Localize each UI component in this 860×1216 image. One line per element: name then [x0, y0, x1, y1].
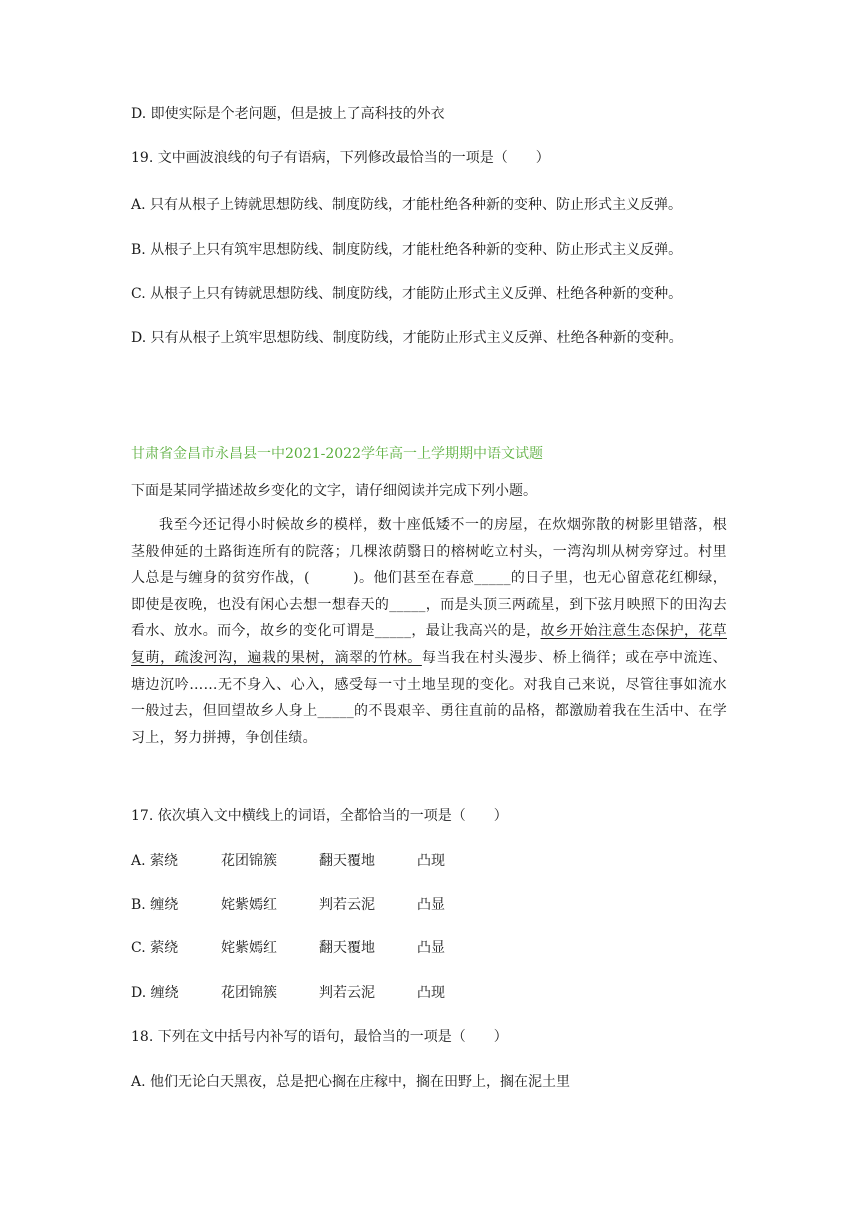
passage-underlined-sentence: 故乡开始注意生态保护，花草复萌，疏浚河沟，遍栽的果树，滴翠的竹林。: [131, 623, 727, 666]
option-label-word: D. 缠绕: [131, 985, 179, 1001]
passage-text-after: 每当我在村头漫步、桥上徜徉；或在亭中流连、塘边沉吟……无不身入、心入，感受每一寸土地呈现的变化。对我自己来说，尽管往事如流水一般过去，但回望故乡人身上_____的不畏艰辛、勇往直前的品格，都激励着我在生活中、在学习上，努力拼搏，争创佳绩。: [131, 649, 727, 746]
option-word: 判若云泥: [319, 985, 375, 1001]
q17-option-a: [131, 851, 477, 871]
q17-option-d: [131, 983, 477, 1003]
option-word: 凸显: [417, 897, 445, 913]
q17-option-c: [131, 938, 477, 958]
q18-option-a: A. 他们无论白天黑夜，总是把心搁在庄稼中，搁在田野上，搁在泥土里: [131, 1074, 571, 1090]
section-instruction: 下面是某同学描述故乡变化的文字，请仔细阅读并完成下列小题。: [131, 483, 537, 499]
q19-option-a: A. 只有从根子上铸就思想防线、制度防线，才能杜绝各种新的变种、防止形式主义反弹。: [131, 197, 683, 213]
option-label-word: A. 萦绕: [131, 853, 179, 869]
option-word: 翻天覆地: [319, 940, 375, 956]
q16-option-d: D. 即使实际是个老问题，但是披上了高科技的外衣: [131, 106, 445, 122]
option-word: 花团锦簇: [221, 985, 277, 1001]
option-word: 凸显: [417, 940, 445, 956]
option-word: 花团锦簇: [221, 853, 277, 869]
q19-option-c: C. 从根子上只有铸就思想防线、制度防线，才能防止形式主义反弹、杜绝各种新的变种。: [131, 286, 683, 302]
option-label-word: B. 缠绕: [131, 897, 179, 913]
passage-text-before: 我至今还记得小时候故乡的模样，数十座低矮不一的房屋，在炊烟弥散的树影里错落，根茎般伸延的土路街连所有的院落；几棵浓荫翳日的榕树屹立村头，一湾沟圳从树旁穿过。村里人总是与缠身的贫穷作战，( )。他们甚至在春意_____的日子里，也无心留意花红柳绿，即使是夜晚，也没有闲心去想一想春天的_____，而是头顶三两疏星，到下弦月映照下的田沟去看水、放水。而今，故乡的变化可谓是_____，最让我高兴的是，: [131, 517, 727, 640]
q17-stem: 17. 依次填入文中横线上的词语，全都恰当的一项是（ ）: [131, 808, 508, 824]
option-word: 凸现: [417, 853, 445, 869]
source-title: 甘肃省金昌市永昌县一中2021-2022学年高一上学期期中语文试题: [131, 446, 543, 462]
option-word: 姹紫嫣红: [221, 897, 277, 913]
q19-stem: 19. 文中画波浪线的句子有语病，下列修改最恰当的一项是（ ）: [131, 150, 550, 166]
q17-option-b: [131, 895, 477, 915]
passage: [131, 512, 727, 751]
option-word: 翻天覆地: [319, 853, 375, 869]
option-word: 姹紫嫣红: [221, 940, 277, 956]
option-label-word: C. 萦绕: [131, 940, 179, 956]
q19-option-b: B. 从根子上只有筑牢思想防线、制度防线，才能杜绝各种新的变种、防止形式主义反弹。: [131, 242, 683, 258]
option-word: 凸现: [417, 985, 445, 1001]
q19-option-d: D. 只有从根子上筑牢思想防线、制度防线，才能防止形式主义反弹、杜绝各种新的变种。: [131, 330, 683, 346]
q18-stem: 18. 下列在文中括号内补写的语句，最恰当的一项是（ ）: [131, 1029, 508, 1045]
option-word: 判若云泥: [319, 897, 375, 913]
